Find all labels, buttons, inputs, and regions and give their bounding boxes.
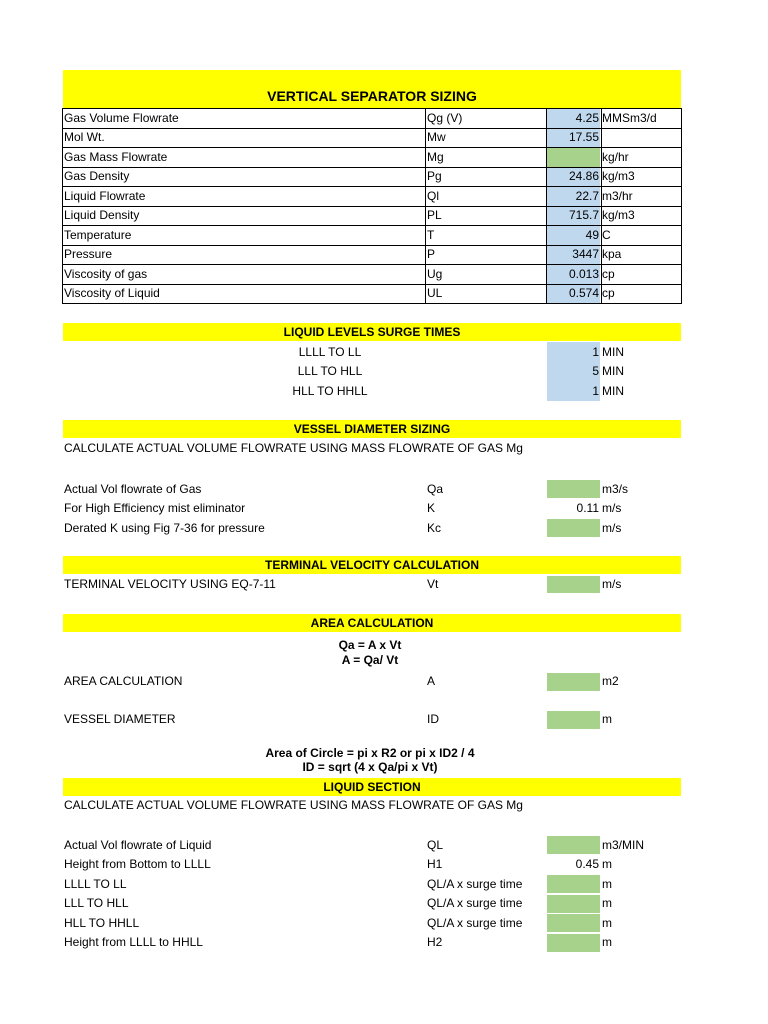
input-value-cell[interactable]	[547, 148, 600, 167]
surge-header	[63, 323, 681, 341]
diameter-row-unit: m3/s	[602, 481, 629, 496]
diameter-note: CALCULATE ACTUAL VOLUME FLOWRATE USING MASS FLOWRATE OF GAS Mg	[64, 441, 523, 455]
diameter-row-symbol: Kc	[427, 520, 442, 535]
input-value: 3447	[572, 247, 599, 261]
input-label: Temperature	[64, 227, 132, 242]
liquid-row-unit: m	[602, 896, 612, 910]
input-symbol: Ug	[427, 266, 443, 281]
area-formula-2: A = Qa/ Vt	[341, 653, 399, 667]
input-label: Gas Density	[64, 169, 130, 183]
area-formula-1: Qa = A x Vt	[338, 638, 402, 652]
table-hline	[62, 108, 682, 109]
input-unit: kg/m3	[602, 208, 635, 222]
table-hline	[62, 303, 682, 304]
area-header-text: AREA CALCULATION	[310, 616, 434, 630]
table-hline	[62, 284, 682, 285]
input-unit: kpa	[602, 247, 622, 261]
table-hline	[62, 147, 682, 148]
input-label: Gas Mass Flowrate	[64, 149, 168, 164]
diameter-value-cell[interactable]	[547, 711, 600, 729]
liquid-value-cell[interactable]	[547, 836, 600, 854]
terminal-value-cell[interactable]	[547, 576, 600, 593]
page-title: VERTICAL SEPARATOR SIZING	[267, 88, 477, 104]
liquid-value-cell[interactable]	[547, 875, 600, 893]
diameter-row-unit: m/s	[602, 501, 622, 515]
input-label: Liquid Flowrate	[64, 188, 146, 203]
diameter-row-symbol: K	[427, 501, 436, 515]
liquid-row-label: Height from LLLL to HHLL	[64, 935, 203, 949]
liquid-value-cell[interactable]	[547, 895, 600, 913]
table-vline	[425, 108, 426, 304]
input-value: 0.013	[568, 266, 599, 281]
area-symbol: A	[427, 674, 436, 688]
diameter-row-label: Derated K using Fig 7-36 for pressure	[64, 520, 265, 535]
input-label: Mol Wt.	[64, 130, 105, 144]
diameter-row-label: Actual Vol flowrate of Gas	[64, 481, 202, 496]
liquid-header-text: LIQUID SECTION	[323, 780, 421, 794]
area-formula-4: ID = sqrt (4 x Qa/pi x Vt)	[302, 760, 438, 774]
title-band	[63, 70, 681, 108]
input-symbol: PL	[427, 208, 442, 222]
surge-unit: MIN	[602, 344, 624, 359]
liquid-row-unit: m3/MIN	[602, 837, 644, 852]
liquid-row-symbol: QL	[427, 837, 444, 852]
liquid-row-symbol: QL/A x surge time	[427, 896, 523, 910]
input-unit: kg/m3	[602, 169, 635, 183]
surge-label: LLLL TO LL	[298, 344, 362, 359]
surge-label: HLL TO HHLL	[292, 383, 368, 398]
input-symbol: Qg (V)	[427, 110, 463, 125]
area-label: AREA CALCULATION	[64, 674, 183, 688]
input-symbol: Mw	[427, 130, 446, 144]
liquid-row-symbol: QL/A x surge time	[427, 915, 523, 930]
input-unit: C	[602, 227, 611, 242]
diameter-row-value: 0.11	[576, 501, 599, 515]
diameter-header	[63, 420, 681, 438]
input-label: Liquid Density	[64, 208, 140, 222]
terminal-label: TERMINAL VELOCITY USING EQ-7-11	[64, 577, 276, 591]
liquid-value-cell[interactable]	[547, 914, 600, 932]
liquid-row-unit: m	[602, 915, 612, 930]
input-symbol: P	[427, 247, 436, 261]
input-symbol: T	[427, 227, 435, 242]
surge-label: LLL TO HLL	[297, 364, 363, 378]
input-symbol: Pg	[427, 169, 442, 183]
table-hline	[62, 206, 682, 207]
liquid-row-unit: m	[602, 876, 612, 891]
input-unit: cp	[602, 286, 615, 300]
terminal-unit: m/s	[602, 577, 622, 591]
table-hline	[62, 167, 682, 168]
input-value: 0.574	[568, 286, 599, 300]
diameter-symbol: ID	[427, 712, 439, 726]
input-label: Gas Volume Flowrate	[64, 110, 179, 125]
table-hline	[62, 225, 682, 226]
table-vline	[601, 108, 602, 304]
liquid-row-symbol: H2	[427, 935, 443, 949]
liquid-row-label: Height from Bottom to LLLL	[64, 857, 211, 871]
input-unit: MMSm3/d	[602, 110, 657, 125]
table-vline	[681, 108, 682, 304]
diameter-row-symbol: Qa	[427, 481, 444, 496]
input-symbol: Ql	[427, 188, 439, 203]
liquid-row-value: 0.45	[575, 857, 599, 871]
diameter-value-cell[interactable]	[547, 519, 600, 537]
liquid-row-symbol: QL/A x surge time	[427, 876, 523, 891]
input-value: 17.55	[568, 130, 599, 144]
liquid-row-label: HLL TO HHLL	[64, 915, 140, 930]
surge-value[interactable]: 1	[592, 344, 599, 359]
liquid-row-label: LLLL TO LL	[64, 876, 127, 891]
table-vline	[546, 108, 547, 304]
liquid-row-label: Actual Vol flowrate of Liquid	[64, 837, 212, 852]
input-label: Viscosity of Liquid	[64, 286, 160, 300]
input-value: 4.25	[575, 110, 599, 125]
input-value: 715.7	[568, 208, 599, 222]
surge-unit: MIN	[602, 383, 624, 398]
liquid-header	[63, 778, 681, 796]
input-symbol: UL	[427, 286, 443, 300]
terminal-header	[63, 556, 681, 574]
input-unit: cp	[602, 266, 615, 281]
diameter-label: VESSEL DIAMETER	[64, 712, 176, 726]
diameter-unit: m	[602, 712, 612, 726]
area-value-cell[interactable]	[547, 673, 600, 691]
table-hline	[62, 264, 682, 265]
liquid-row-unit: m	[602, 857, 612, 871]
liquid-row-unit: m	[602, 935, 612, 949]
area-formula-3: Area of Circle = pi x R2 or pi x ID2 / 4	[265, 746, 475, 760]
surge-header-text: LIQUID LEVELS SURGE TIMES	[283, 325, 461, 339]
input-unit: m3/hr	[602, 188, 633, 203]
area-header	[63, 614, 681, 632]
liquid-value-cell[interactable]	[547, 934, 600, 952]
input-value: 49	[585, 227, 599, 242]
table-vline	[62, 108, 63, 304]
surge-unit: MIN	[602, 364, 624, 378]
surge-value[interactable]: 1	[592, 383, 599, 398]
surge-value[interactable]: 5	[592, 364, 599, 378]
table-hline	[62, 128, 682, 129]
terminal-header-text: TERMINAL VELOCITY CALCULATION	[265, 558, 479, 572]
liquid-row-label: LLL TO HLL	[64, 896, 129, 910]
table-hline	[62, 186, 682, 187]
area-unit: m2	[602, 674, 619, 688]
terminal-symbol: Vt	[427, 577, 439, 591]
input-value: 22.7	[575, 188, 599, 203]
input-label: Viscosity of gas	[64, 266, 148, 281]
input-symbol: Mg	[427, 149, 444, 164]
input-value: 24.86	[568, 169, 599, 183]
liquid-row-symbol: H1	[427, 857, 443, 871]
diameter-row-label: For High Efficiency mist eliminator	[64, 501, 246, 515]
diameter-value-cell[interactable]	[547, 480, 600, 498]
input-label: Pressure	[64, 247, 113, 261]
liquid-note: CALCULATE ACTUAL VOLUME FLOWRATE USING MASS FLOWRATE OF GAS Mg	[64, 798, 523, 812]
table-hline	[62, 245, 682, 246]
diameter-row-unit: m/s	[602, 520, 622, 535]
diameter-header-text: VESSEL DIAMETER SIZING	[293, 422, 451, 436]
input-unit: kg/hr	[602, 149, 629, 164]
